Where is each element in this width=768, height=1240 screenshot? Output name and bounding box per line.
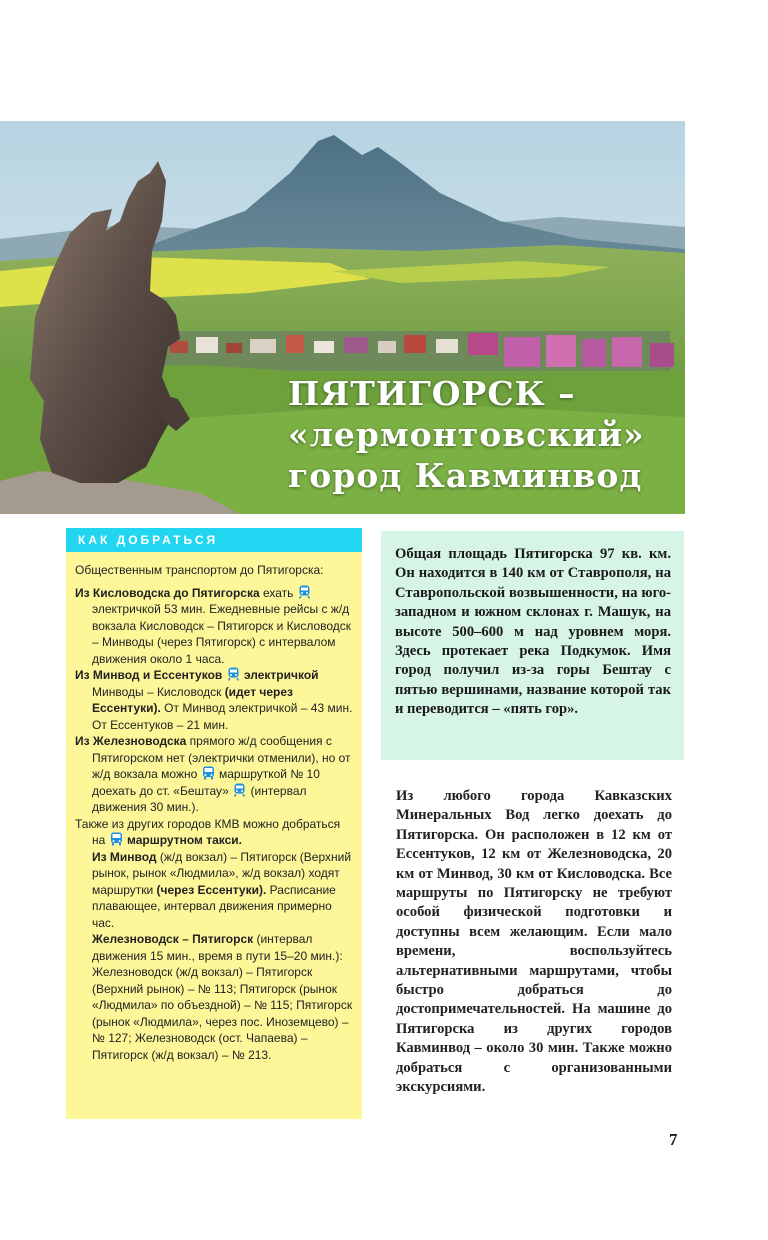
how-to-get-content — [66, 552, 362, 1063]
hero-title-line-1: ПЯТИГОРСК – — [288, 374, 576, 413]
bus-icon — [202, 766, 215, 780]
train-icon — [233, 783, 246, 797]
facts-box — [381, 531, 684, 760]
body-paragraph: Из любого города Кавказских Минеральных Вод легко доехать до Пятигорска. Он расположен в 12 км от Ессентуков, 12 км от Железноводска, 20 км от Минвод, 30 км от Кисловодска. Все маршруты по Пятигорску не требуют особой физической подготовки и доступны всем желающим. Если мало времени, воспользуйтесь альтернативными маршрутами, чтобы быстро добраться до достопримечательностей. На машине до Пятигорска из других городов Кавминвод – около 30 мин. Также можно добраться с организованными экскурсиями. — [396, 788, 672, 1096]
hero-title — [288, 373, 645, 496]
how-to-get-box — [66, 528, 362, 1119]
how-to-get-heading: КАК ДОБРАТЬСЯ — [66, 528, 362, 552]
route-zheleznovodsk: Из Железноводска прямого ж/д сообщения с Пятигорском нет (электрички отменили), но от ж/д вокзала можно маршруткой № 10 доехать до ст. «Бештау» (интервал движения 30 мин.). — [75, 734, 351, 814]
hero-title-line-2: «лермонтовский» — [288, 415, 645, 454]
train-icon — [298, 585, 311, 599]
page-number: 7 — [669, 1130, 678, 1149]
route-intro: Общественным транспортом до Пятигорска: — [75, 563, 324, 577]
train-icon — [227, 667, 240, 681]
route-kislovodsk: Из Кисловодска до Пятигорска ехать электричкой 53 мин. Ежедневные рейсы с ж/д вокзала Кисловодск – Пятигорск и Кисловодск – Минводы (через Пятигорск) с интервалом движения около 1 часа. — [75, 585, 352, 666]
route-zheleznovodsk-pyatigorsk: Железноводск – Пятигорск (интервал движения 15 мин., время в пути 15–20 мин.): Железноводск (ж/д вокзал) – Пятигорск (Верхний рынок) – № 113; Пятигорск (рынок «Людмила» по объездной) – № 115; Пятигорск (рынок «Людмила», через пос. Иноземцево) – № 127; Железноводск (ост. Чапаева) – Пятигорск (ж/д вокзал) – № 213. — [92, 932, 353, 1062]
hero-title-line-3: город Кавминвод — [288, 456, 643, 495]
route-from-minvody: Из Минвод (ж/д вокзал) – Пятигорск (Верхний рынок, рынок «Людмила», ж/д вокзал) ходят маршрутки (через Ессентуки). Расписание плавающее, интервал движения примерно час. — [92, 849, 352, 930]
route-minvody: Из Минвод и Ессентуков электричкой Минводы – Кисловодск (идет через Ессентуки). От Минвод электричкой – 43 мин. От Ессентуков – 21 мин. — [75, 668, 353, 732]
facts-text: Общая площадь Пятигорска 97 кв. км. Он находится в 140 км от Ставрополя, на Ставропольской возвышенности, на юго-западном и южном склонах г. Машук, на высоте 500–600 м над уровнем моря. Здесь протекает река Подкумок. Имя город получил из-за горы Бештау с пятью вершинами, название которой так и переводится – «пять гор». — [395, 546, 671, 718]
bus-icon — [110, 832, 123, 846]
route-other-cities: Также из других городов КМВ можно добраться на маршрутном такси. — [75, 816, 341, 847]
